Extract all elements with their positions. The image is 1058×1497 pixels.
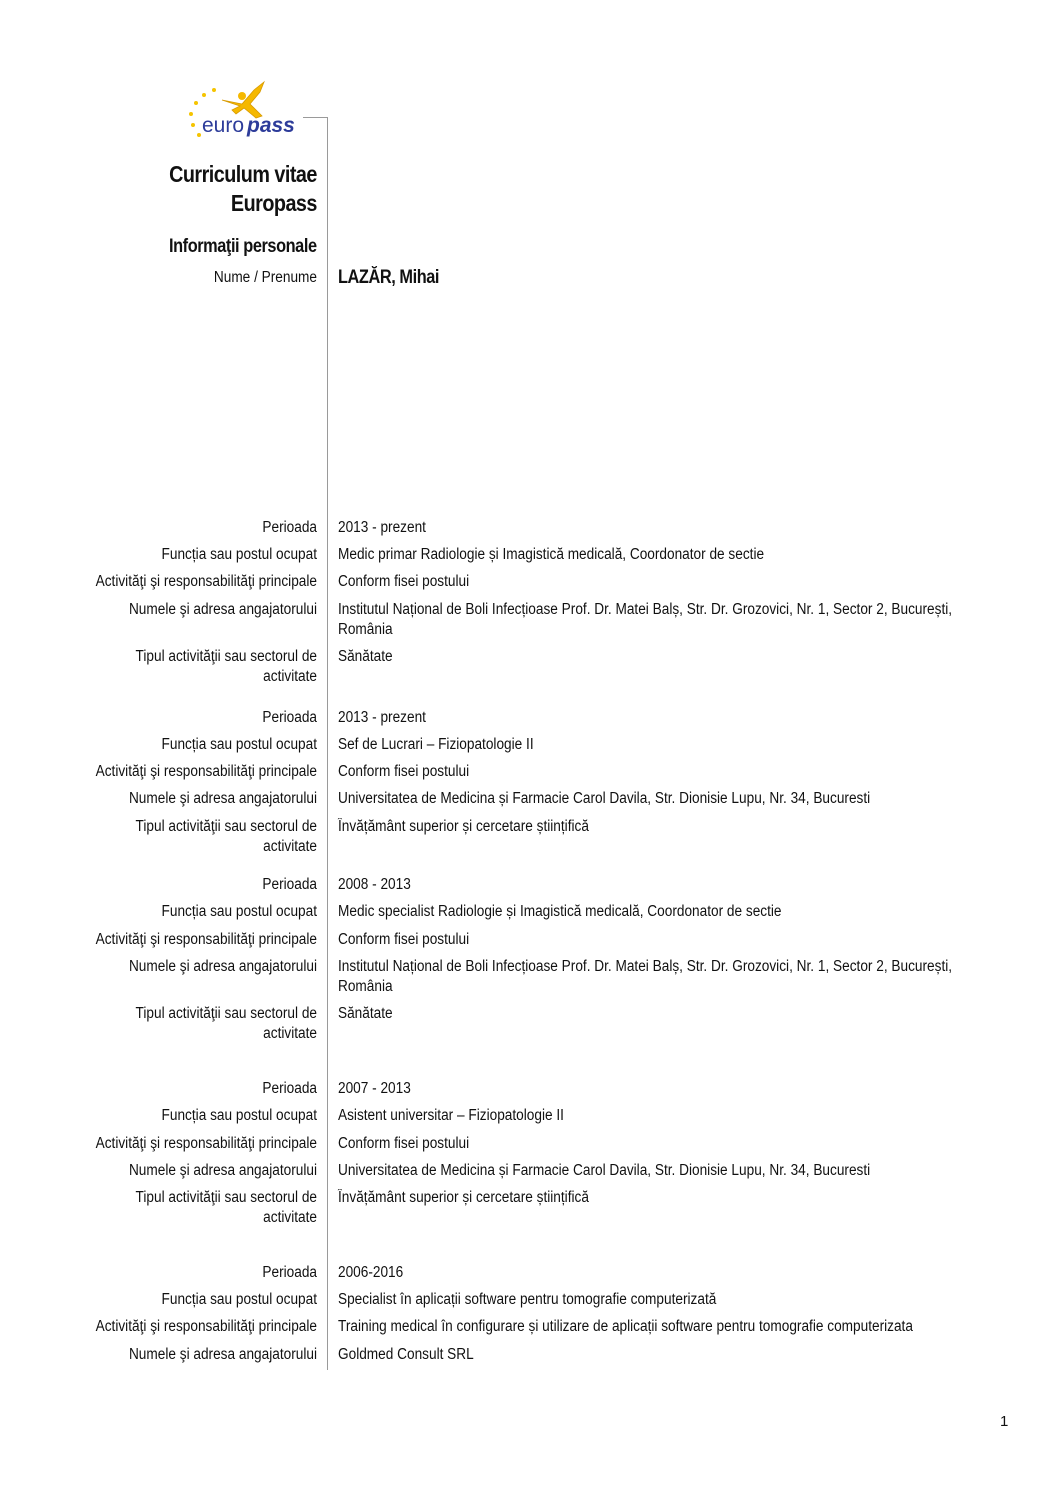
europass-logo [184,78,304,144]
field-label: Funcția sau postul ocupat [161,1291,317,1308]
field-label: Perioada [262,876,317,893]
name-label: Nume / Prenume [213,269,317,286]
field-label: Numele şi adresa angajatorului [128,790,317,807]
field-label: Numele şi adresa angajatorului [128,601,317,618]
column-divider [327,117,328,1370]
field-value: Sef de Lucrari – Fiziopatologie II [338,736,534,753]
field-value: Goldmed Consult SRL [338,1346,474,1363]
field-label: Activităţi şi responsabilităţi principale [95,573,317,590]
field-label: Funcția sau postul ocupat [161,1107,317,1124]
field-value: Conform fisei postului [338,763,470,780]
field-value: Training medical în configurare și utilizare de aplicații software pentru tomografie computerizata [338,1318,913,1335]
field-label: Numele şi adresa angajatorului [128,1346,317,1363]
field-value: Asistent universitar – Fiziopatologie II [338,1107,564,1124]
field-value: Institutul Național de Boli Infecțioase Prof. Dr. Matei Balș, Str. Dr. Grozovici, Nr. 1, Sector 2, București, România [338,601,953,638]
field-label: Activităţi şi responsabilităţi principale [95,931,317,948]
svg-text:euro: euro [202,114,245,137]
field-value: Specialist în aplicații software pentru tomografie computerizată [338,1291,717,1308]
page-number: 1 [1000,1413,1009,1430]
svg-text:pass: pass [247,114,295,137]
field-value: Medic primar Radiologie și Imagistică medicală, Coordonator de sectie [338,546,765,563]
field-label: Funcția sau postul ocupat [161,736,317,753]
section-heading-personal-info: Informaţii personale [169,236,317,257]
field-label: Tipul activităţii sau sectorul de activitate [135,1005,317,1042]
title-line-2: Europass [230,190,317,216]
field-value: Sănătate [338,1005,393,1022]
field-label: Activităţi şi responsabilităţi principale [95,763,317,780]
name-value: LAZĂR, Mihai [338,267,440,288]
field-value: Universitatea de Medicina și Farmacie Carol Davila, Str. Dionisie Lupu, Nr. 34, Bucuresti [338,790,871,807]
field-value: 2008 - 2013 [338,876,411,893]
field-value: 2013 - prezent [338,709,426,726]
field-value: Învățământ superior și cercetare științifică [338,1189,589,1206]
field-value: Conform fisei postului [338,573,470,590]
field-label: Perioada [262,709,317,726]
field-label: Activităţi şi responsabilităţi principale [95,1318,317,1335]
field-label: Numele şi adresa angajatorului [128,958,317,975]
field-value: 2013 - prezent [338,519,426,536]
field-label: Activităţi şi responsabilităţi principale [95,1135,317,1152]
field-label: Tipul activităţii sau sectorul de activitate [135,1189,317,1226]
field-value: Institutul Național de Boli Infecțioase Prof. Dr. Matei Balș, Str. Dr. Grozovici, Nr. 1, Sector 2, București, România [338,958,953,995]
field-label: Numele şi adresa angajatorului [128,1162,317,1179]
field-label: Perioada [262,1080,317,1097]
field-value: Învățământ superior și cercetare științifică [338,818,589,835]
field-label: Tipul activităţii sau sectorul de activitate [135,648,317,685]
field-value: Sănătate [338,648,393,665]
field-label: Perioada [262,1264,317,1281]
header-rule [303,117,328,118]
field-value: Conform fisei postului [338,931,470,948]
field-value: Medic specialist Radiologie și Imagistică medicală, Coordonator de sectie [338,903,782,920]
document-title [169,160,317,218]
title-line-1: Curriculum vitae [169,161,317,187]
field-value: Conform fisei postului [338,1135,470,1152]
field-label: Tipul activităţii sau sectorul de activitate [135,818,317,855]
field-label: Funcția sau postul ocupat [161,546,317,563]
field-value: 2007 - 2013 [338,1080,411,1097]
field-value: Universitatea de Medicina și Farmacie Carol Davila, Str. Dionisie Lupu, Nr. 34, Bucuresti [338,1162,871,1179]
field-label: Perioada [262,519,317,536]
field-label: Funcția sau postul ocupat [161,903,317,920]
field-value: 2006-2016 [338,1264,404,1281]
